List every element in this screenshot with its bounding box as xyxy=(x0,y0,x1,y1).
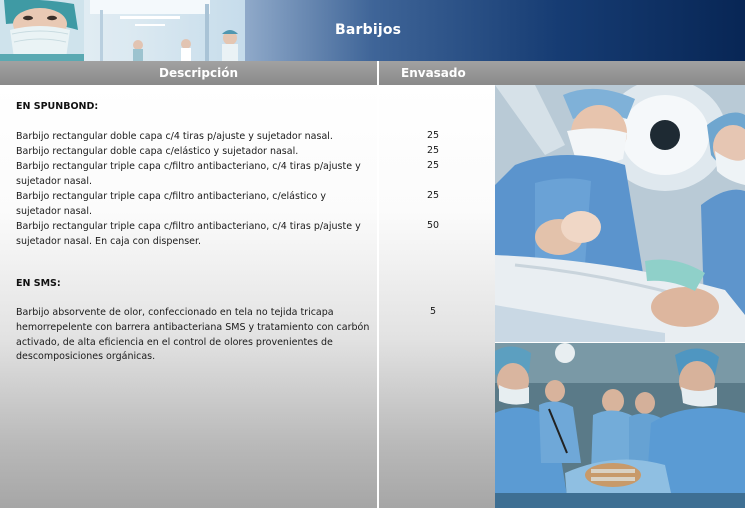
product-table xyxy=(0,85,495,508)
table-row-description: Barbijo rectangular triple capa c/filtro antibacteriano, c/elástico y sujetador nasal. xyxy=(16,191,326,217)
table-header xyxy=(0,61,745,85)
banner-photo-surgeons xyxy=(0,0,245,61)
column-divider xyxy=(377,61,379,508)
table-row-qty: 25 xyxy=(426,160,440,171)
header-banner xyxy=(0,0,745,61)
section-title: EN SMS: xyxy=(16,278,61,289)
table-row-qty: 50 xyxy=(426,220,440,231)
table-row-description: Barbijo absorvente de olor, confeccionado en tela no tejida tricapa hemorrepelente con barrera antibacteriana SMS y tratamiento con carbón activado, de alta eficiencia en el control de olores provenientes de descomposiciones orgánicas. xyxy=(16,307,370,363)
photo-illustration xyxy=(495,85,745,342)
table-row-description: Barbijo rectangular triple capa c/filtro antibacteriano, c/4 tiras p/ajuste y sujetador nasal. xyxy=(16,161,361,187)
table-row-qty: 5 xyxy=(429,306,437,317)
section-title: EN SPUNBOND: xyxy=(16,101,99,112)
table-row-description: Barbijo rectangular doble capa c/elástico y sujetador nasal. xyxy=(16,146,299,157)
column-header-packaging: Envasado xyxy=(401,66,466,80)
table-row-qty: 25 xyxy=(426,190,440,201)
photo-surgeons-operating xyxy=(495,85,745,342)
table-row-qty: 25 xyxy=(426,145,440,156)
table-row-qty: 25 xyxy=(426,130,440,141)
column-header-description: Descripción xyxy=(159,66,238,80)
photo-illustration xyxy=(495,343,745,508)
table-row-description: Barbijo rectangular triple capa c/filtro antibacteriano, c/4 tiras p/ajuste y sujetador nasal. En caja con dispenser. xyxy=(16,221,361,247)
table-row-description: Barbijo rectangular doble capa c/4 tiras p/ajuste y sujetador nasal. xyxy=(16,131,333,142)
photo-surgical-team xyxy=(495,343,745,508)
page-title: Barbijos xyxy=(335,22,402,38)
banner-photo-illustration xyxy=(0,0,245,61)
